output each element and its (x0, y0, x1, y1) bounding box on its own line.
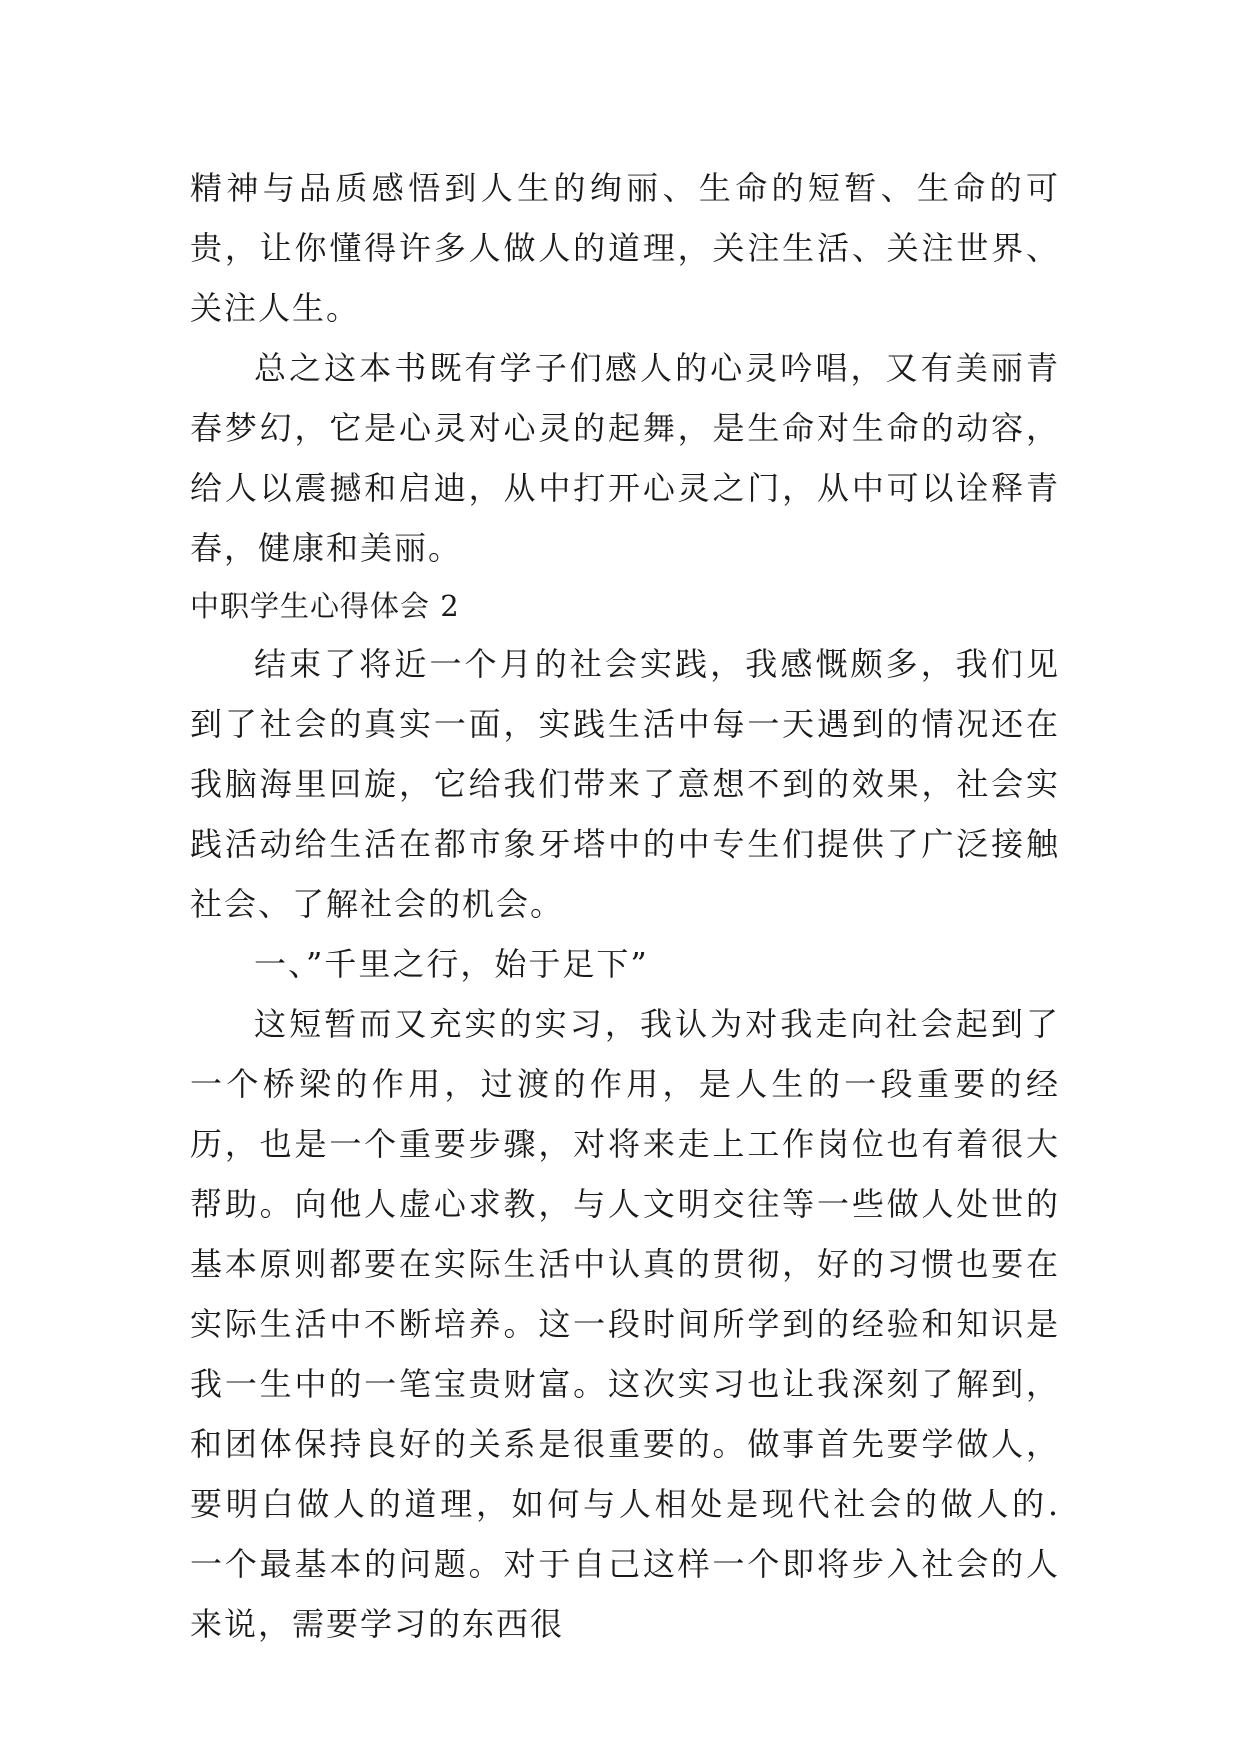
section-heading: 中职学生心得体会 2 (190, 589, 460, 623)
paragraph-internship: 这短暂而又充实的实习，我认为对我走向社会起到了一个桥梁的作用，过渡的作用，是人生的一段重要的经历，也是一个重要步骤，对将来走上工作岗位也有着很大帮助。向他人虚心求教，与人文明交往等一些做人处世的基本原则都要在实际生活中认真的贯彻，好的习惯也要在实际生活中不断培养。这一段时间所学到的经验和知识是我一生中的一笔宝贵财富。这次实习也让我深刻了解到，和团体保持良好的关系是很重要的。做事首先要学做人，要明白做人的道理，如何与人相处是现代社会的做人的. 一个最基本的问题。对于自己这样一个即将步入社会的人来说，需要学习的东西很 (190, 1005, 1060, 1643)
paragraph-intro: 结束了将近一个月的社会实践，我感慨颇多，我们见到了社会的真实一面，实践生活中每一天遇到的情况还在我脑海里回旋，它给我们带来了意想不到的效果，社会实践活动给生活在都市象牙塔中的中专生们提供了广泛接触社会、了解社会的机会。 (190, 645, 1060, 923)
paragraph-continuation: 精神与品质感悟到人生的绚丽、生命的短暂、生命的可贵，让你懂得许多人做人的道理，关注生活、关注世界、关注人生。 (190, 169, 1060, 327)
paragraph-summary: 总之这本书既有学子们感人的心灵吟唱，又有美丽青春梦幻，它是心灵对心灵的起舞，是生命对生命的动容，给人以震撼和启迪，从中打开心灵之门，从中可以诠释青春，健康和美丽。 (190, 349, 1060, 567)
document-body (190, 158, 1060, 1654)
subheading-point-one: 一、”千里之行，始于足下” (254, 945, 649, 983)
